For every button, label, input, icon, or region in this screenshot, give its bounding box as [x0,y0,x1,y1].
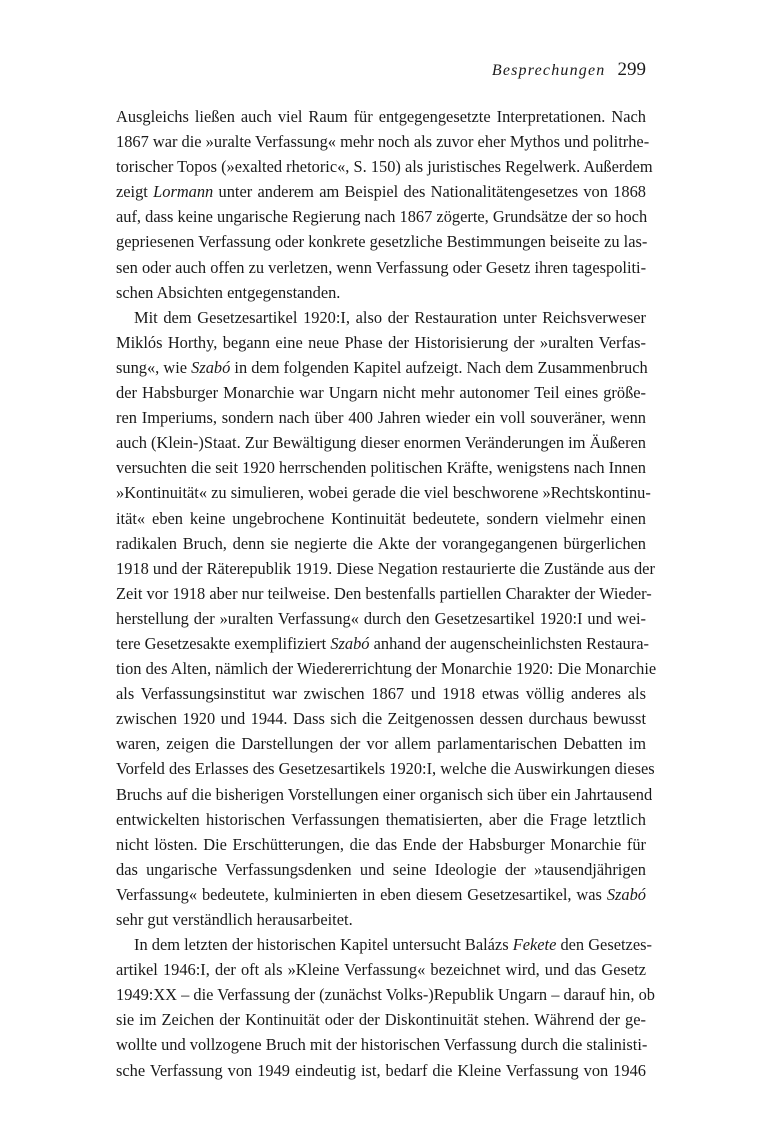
text-line [116,255,646,280]
text-segment: torischer Topos (»exalted rhetoric«, S. 150) als juristisches Regelwerk. Außerdem [116,157,653,177]
text-segment: nicht lösten. Die Erschütterungen, die das Ende der Habsburger Monarchie für [116,834,646,854]
text-segment: zwischen 1920 und 1944. Dass sich die Zeitgenossen dessen durchaus bewusst [116,709,646,729]
text-line [116,430,646,455]
text-segment: Ausgleichs ließen auch viel Raum für entgegengesetzte Interpretationen. Nach [116,107,646,126]
text-line [116,455,646,480]
text-segment: unter anderem am Beispiel des Nationalitätengesetzes von 1868 [213,182,647,202]
text-line [116,556,655,581]
text-segment: In dem letzten der historischen Kapitel untersucht Balázs [134,935,513,955]
text-segment: 1867 war die »uralte Verfassung« mehr noch als zuvor eher Mythos und politrhe- [116,132,650,152]
text-line [116,656,657,681]
running-header [492,60,646,81]
text-segment: Verfassung« bedeutete, kulminierten in eben diesem Gesetzesartikel, was [116,884,607,904]
text-line [116,807,646,832]
text-segment: tere Gesetzesakte exemplifiziert [116,633,331,653]
page-number: 299 [617,59,646,80]
text-segment: das ungarische Verfassungsdenken und seine Ideologie der »tausendjährigen [116,859,646,879]
body-text [116,104,657,1083]
text-segment: 1949:XX – die Verfassung der (zunächst Volks-)Republik Ungarn – darauf hin, ob [116,985,655,1005]
text-segment: auf, dass keine ungarische Regierung nach 1867 zögerte, Grundsätze der so hoch [116,207,648,227]
text-line [116,305,646,330]
text-segment: waren, zeigen die Darstellungen der vor allem parlamentarischen Debatten im [116,734,646,754]
text-segment: versuchten die seit 1920 herrschenden politischen Kräfte, wenigstens nach Innen [116,458,646,478]
text-line [116,631,649,656]
text-segment: als Verfassungsinstitut war zwischen 1867 und 1918 etwas völlig anderes als [116,684,646,704]
text-segment: ität« eben keine ungebrochene Kontinuität bedeutete, sondern vielmehr einen [116,508,646,528]
text-line [116,154,653,179]
text-segment: artikel 1946:I, der oft als »Kleine Verfassung« bezeichnet wird, und das Gesetz [116,960,646,980]
text-segment: Zeit vor 1918 aber nur teilweise. Den bestenfalls partiellen Charakter der Wieder- [116,583,652,603]
text-segment: herstellung der »uralten Verfassung« durch den Gesetzesartikel 1920:I und wei- [116,608,646,628]
text-line [116,1032,646,1057]
text-line [116,932,652,957]
text-line [116,531,646,556]
text-segment: sung«, wie [116,357,192,377]
text-line [116,681,646,706]
text-line [116,882,646,907]
text-segment: Bruchs auf die bisherigen Vorstellungen einer organisch sich über ein Jahrtausend [116,784,653,804]
text-segment: der Habsburger Monarchie war Ungarn nicht mehr autonomer Teil eines größe- [116,383,646,403]
emphasized-name: Szabó [191,357,231,377]
text-segment: 1918 und der Räterepublik 1919. Diese Negation restaurierte die Zustände aus der [116,558,655,578]
text-line [116,506,646,531]
text-line [116,581,652,606]
text-segment: in dem folgenden Kapitel aufzeigt. Nach dem Zusammenbruch [230,357,648,377]
emphasized-name: Fekete [512,935,557,955]
text-segment: Vorfeld des Erlasses des Gesetzesartikels 1920:I, welche die Auswirkungen dieses [116,759,655,779]
text-line [116,907,646,932]
text-line [116,129,650,154]
text-line [116,982,655,1007]
text-segment: ren Imperiums, sondern nach über 400 Jahren wieder ein voll souveräner, wenn [116,408,646,428]
text-line [116,280,646,305]
text-line [116,606,646,631]
text-line [116,355,646,380]
emphasized-name: Szabó [606,884,646,904]
text-line [116,104,646,129]
text-line [116,756,655,781]
emphasized-name: Lormann [153,182,214,202]
text-line [116,731,646,756]
text-segment: schen Absichten entgegenstanden. [116,282,341,302]
text-segment: zeigt [116,182,154,202]
text-segment: radikalen Bruch, denn sie negierte die Akte der vorangegangenen bürgerlichen [116,533,646,553]
text-segment: Mit dem Gesetzesartikel 1920:I, also der Restauration unter Reichsverweser [134,307,646,327]
text-line [116,480,651,505]
text-segment: Miklós Horthy, begann eine neue Phase der Historisierung der »uralten Verfas- [116,332,646,352]
text-line [116,179,646,204]
text-line [116,832,646,857]
text-segment: auch (Klein-)Staat. Zur Bewältigung dieser enormen Veränderungen im Äußeren [116,433,646,453]
text-segment: gepriesenen Verfassung oder konkrete gesetzliche Bestimmungen beiseite zu las- [116,232,648,252]
text-segment: den Gesetzes- [556,935,652,955]
text-line [116,229,646,254]
text-line [116,1058,646,1083]
text-segment: wollte und vollzogene Bruch mit der historischen Verfassung durch die stalinisti- [116,1035,648,1055]
text-line [116,782,653,807]
text-segment: sche Verfassung von 1949 eindeutig ist, bedarf die Kleine Verfassung von 1946 [116,1060,646,1080]
text-segment: »Kontinuität« zu simulieren, wobei gerade die viel beschworene »Rechtskontinu- [116,483,651,503]
text-line [116,1007,646,1032]
text-line [116,857,646,882]
text-line [116,330,646,355]
text-line [116,706,646,731]
text-segment: sen oder auch offen zu verletzen, wenn Verfassung oder Gesetz ihren tagespoliti- [116,257,647,277]
text-line [116,380,646,405]
text-segment: tion des Alten, nämlich der Wiedererrichtung der Monarchie 1920: Die Monarchie [116,659,657,679]
text-line [116,957,646,982]
text-segment: sie im Zeichen der Kontinuität oder der Diskontinuität stehen. Während der ge- [116,1010,646,1030]
text-segment: anhand der augenscheinlichsten Restaura- [369,633,649,653]
text-segment: sehr gut verständlich herausarbeitet. [116,910,353,929]
text-line [116,405,646,430]
emphasized-name: Szabó [330,633,370,653]
text-line [116,204,646,229]
text-segment: entwickelten historischen Verfassungen thematisierten, aber die Frage letztlich [116,809,646,829]
running-header-title: Besprechungen [491,62,606,79]
